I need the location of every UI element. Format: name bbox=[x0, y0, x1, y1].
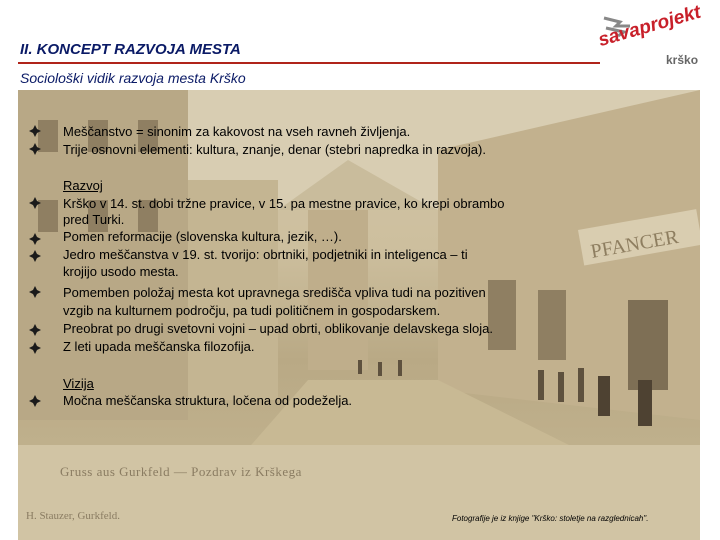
diamond-bullet-icon bbox=[29, 143, 41, 155]
title-underline bbox=[18, 62, 600, 64]
diamond-bullet-icon bbox=[29, 233, 41, 245]
shop-sign: PFANCER bbox=[589, 225, 681, 263]
photo-publisher: H. Stauzer, Gurkfeld. bbox=[26, 510, 120, 522]
logo-location: krško bbox=[666, 53, 699, 67]
razvoj-item-3-line-1: Jedro meščanstva v 19. st. tvorijo: obrtniki, podjetniki in inteligenca – ti bbox=[63, 247, 468, 262]
razvoj-item-5: Preobrat po drugi svetovni vojni – upad obrti, oblikovanje delavskega sloja. bbox=[63, 321, 493, 336]
diamond-bullet-icon bbox=[29, 286, 41, 298]
diamond-bullet-icon bbox=[29, 324, 41, 336]
razvoj-item-1-line-1: Krško v 14. st. dobi tržne pravice, v 15. pa mestne pravice, ko krepi obrambo bbox=[63, 196, 505, 211]
diamond-bullet-icon bbox=[29, 250, 41, 262]
section-heading-vizija: Vizija bbox=[63, 376, 94, 391]
razvoj-item-4-line-1: Pomemben položaj mesta kot upravnega središča vpliva tudi na pozitiven bbox=[63, 285, 486, 300]
photo-credit: Fotografije je iz knjige "Krško: stoletje na razglednicah". bbox=[452, 514, 649, 523]
diamond-bullet-icon bbox=[29, 197, 41, 209]
diamond-bullet-icon bbox=[29, 125, 41, 137]
slide-subtitle: Sociološki vidik razvoja mesta Krško bbox=[20, 70, 246, 86]
logo-wordmark: savaprojekt bbox=[595, 1, 704, 52]
photo-caption: Gruss aus Gurkfeld — Pozdrav iz Krškega bbox=[60, 464, 302, 479]
razvoj-item-2: Pomen reformacije (slovenska kultura, jezik, …). bbox=[63, 229, 342, 244]
razvoj-item-4-line-2: vzgib na kulturnem področju, pa tudi političnem in gospodarskem. bbox=[63, 303, 441, 318]
diamond-bullet-icon bbox=[29, 342, 41, 354]
razvoj-item-1-line-2: pred Turki. bbox=[63, 212, 125, 227]
diamond-bullet-icon bbox=[29, 395, 41, 407]
vizija-item-1: Močna meščanska struktura, ločena od podeželja. bbox=[63, 393, 353, 408]
razvoj-item-3-line-2: krojijo usodo mesta. bbox=[63, 264, 179, 279]
razvoj-item-6: Z leti upada meščanska filozofija. bbox=[63, 339, 255, 354]
intro-item-2: Trije osnovni elementi: kultura, znanje, denar (stebri napredka in razvoja). bbox=[63, 142, 486, 157]
slide-title: II. KONCEPT RAZVOJA MESTA bbox=[20, 41, 241, 58]
section-heading-razvoj: Razvoj bbox=[63, 178, 103, 193]
company-logo bbox=[595, 1, 706, 72]
intro-item-1: Meščanstvo = sinonim za kakovost na vseh ravneh življenja. bbox=[63, 124, 411, 139]
